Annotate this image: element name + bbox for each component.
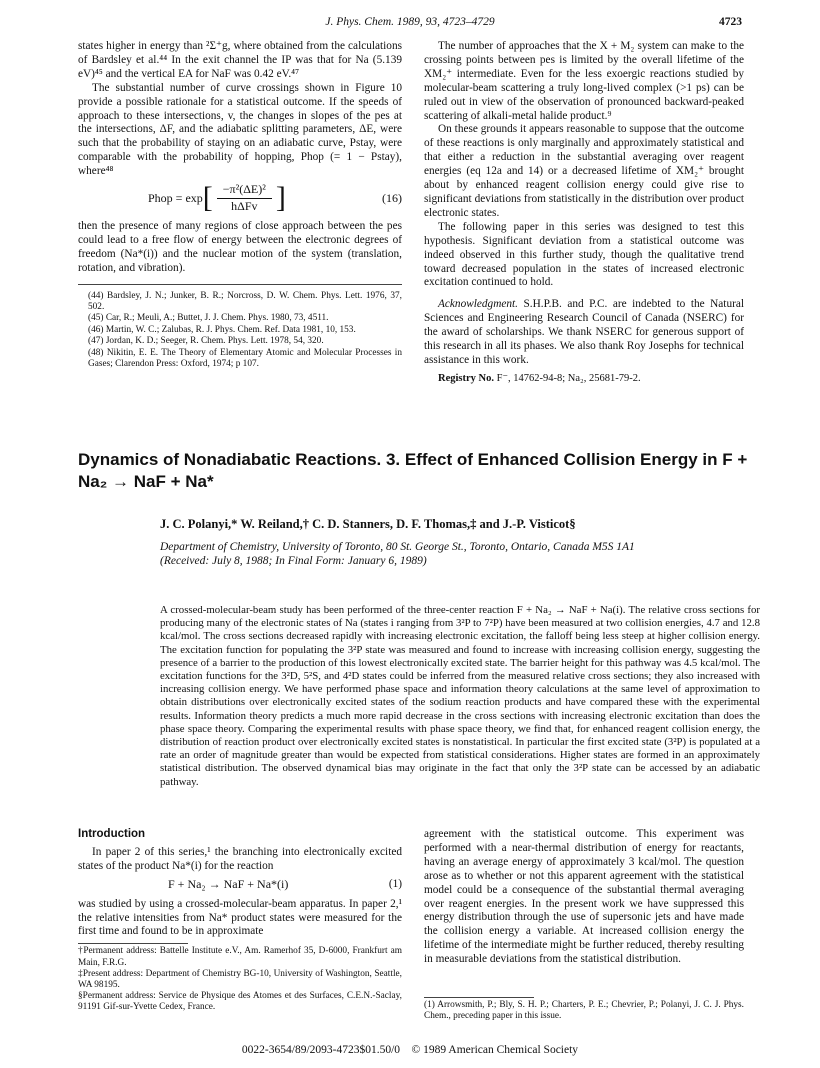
paragraph: agreement with the statistical outcome. This experiment was performed with a near-thermal distribution of energy for reactants, having an average energy of approximately 3 kcal/mol. The question arose as to whether or not this apparent agreement with the statistical model could be a consequence of the substantial thermal averaging over reagent energies. In the present work we have suppressed this energy distribution through the use of supersonic jets and have made the collision energy a variable. At increased collision energy the lifetime of the intermediate might be further reduced, thereby resulting in measurable deviations from the statistical distribution.	[424, 828, 744, 966]
reference-item: (45) Car, R.; Meuli, A.; Buttet, J. J. Chem. Phys. 1980, 73, 4511.	[88, 313, 329, 324]
top-right-column	[424, 40, 744, 386]
intro-left-column	[78, 828, 402, 1014]
affiliation-address: Department of Chemistry, University of Toronto, 80 St. George St., Toronto, Ontario, Canada M5S 1A1	[160, 541, 635, 553]
journal-header: J. Phys. Chem. 1989, 93, 4723–4729	[325, 16, 495, 28]
references	[78, 291, 402, 371]
footnote-item: §Permanent address: Service de Physique des Atomes et des Surfaces, C.E.N.-Saclay, 91191 Gif-sur-Yvette Cedex, France.	[78, 991, 402, 1013]
equation-body: F + Na₂ → NaF + Na*(i)	[168, 876, 289, 891]
equation-number: (16)	[382, 190, 402, 205]
footnote-item: ‡Present address: Department of Chemistry BG-10, University of Washington, Seattle, WA 98195.	[78, 968, 402, 990]
equation-lhs: Phop = exp	[148, 190, 203, 205]
paragraph: was studied by using a crossed-molecular-beam apparatus. In paper 2,¹ the relative intensities from Na* product states were measured for the first time and found to be in approximate	[78, 897, 402, 938]
registry	[424, 372, 744, 386]
received-dates: (Received: July 8, 1988; In Final Form: January 6, 1989)	[160, 555, 427, 567]
equation-1	[78, 878, 402, 892]
acknowledgment-text: S.H.P.B. and P.C. are indebted to the Natural Sciences and Engineering Research Council of Canada (NSERC) for the award of scholarships. We thank NSERC for generous support of this research in all its phases. We also thank Roy Josephs for technical assistance in this work.	[424, 298, 745, 366]
paragraph: then the presence of many regions of close approach between the pes could lead to a free flow of energy between the electronic degrees of freedom (Na*(i)) and the nuclear motion of the system (translation, rotation, and vibration).	[78, 219, 402, 274]
page-footer	[0, 1044, 820, 1056]
acknowledgment	[424, 298, 744, 368]
paragraph: The substantial number of curve crossings shown in Figure 10 provide a possible rationale for a statistical outcome. If the speeds of approach to these intersections, v, the changes in slopes of the pes at the intersections, ΔF, and the adiabatic splitting parameters, ΔE, were such that the probability of staying on an adiabatic curve, Pstay, were comparable with the probability of hopping, Phop (= 1 − Pstay), where⁴⁸	[78, 81, 402, 178]
reference-item: (47) Jordan, K. D.; Seeger, R. Chem. Phys. Lett. 1978, 54, 320.	[88, 336, 324, 347]
registry-label: Registry No.	[438, 372, 494, 384]
authors: J. C. Polanyi,* W. Reiland,† C. D. Stanners, D. F. Thomas,‡ and J.-P. Visticot§	[160, 517, 576, 531]
paragraph: states higher in energy than ²Σ⁺g, where obtained from the calculations of Bardsley et al.⁴⁴ In the exit channel the IP was that for Na (5.139 eV)⁴⁵ and the vertical EA for NaF was 0.42 eV.⁴⁷	[78, 40, 402, 80]
equation-number: (1)	[388, 877, 402, 890]
footnotes	[78, 946, 402, 1013]
registry-text: F⁻, 14762-94-8; Na₂, 25681-79-2.	[496, 372, 641, 384]
article-title: Dynamics of Nonadiabatic Reactions. 3. Effect of Enhanced Collision Energy in F + Na₂ → NaF + Na*	[78, 450, 748, 491]
paragraph: The number of approaches that the X + M₂ system can make to the crossing points between pes is limited by the overall lifetime of the XM₂⁺ intermediate. Even for the less exoergic reactions studied by molecular-beam scattering a truly long-lived complex (>1 ps) can be ruled out in view of the observation of pronounced backward-peaked scattering of alkali-metal halide product.⁹	[424, 40, 744, 122]
section-heading: Introduction	[78, 828, 146, 840]
footnote-item: †Permanent address: Battelle Institute e.V., Am. Ramerhof 35, D-6000, Frankfurt am Main, F.R.G.	[78, 946, 402, 968]
reference-item: (44) Bardsley, J. N.; Junker, B. R.; Norcross, D. W. Chem. Phys. Lett. 1976, 37, 502.	[88, 290, 402, 312]
abstract: A crossed-molecular-beam study has been performed of the three-center reaction F + Na₂ → NaF + Na(i). The relative cross sections for producing many of the electronic states of Na (states i ranging from 3²P to 7²P) have been measured at two collision energies, 4.7 and 12.8 kcal/mol. The cross sections decreased rapidly with increasing electronic excitation, the falloff being less steep at higher collision energy. The excitation function for populating the 3²P state was measured and found to increase with increasing collision energy, suggesting the presence of a barrier to the production of this lowest electronically excited state. The barrier height for this pathway was 4.5 kcal/mol. The excitation functions for the 3²D, 5²S, and 4²D states could be inferred from the measured relative cross sections; they also increased with increasing collision energy. We have performed phase space and information theory calculations at the same level of approximation to obtain distributions over electronically excited states of the sodium reaction products and have compared these with the experimental results. Information theory predicts a much more rapid decrease in the cross sections with increasing electronic excitation than does the phase space theory. Comparing the experimental results with phase space theory, we find that, for enhanced reagent collision energy, the distribution of reaction product over electronically excited states is nonstatistical. In particular the first excited state (3²P) is populated at a rate an order of magnitude greater than would be expected from statistical considerations. Higher states are formed in an approximately statistical distribution. The observed dynamical bias may originate in the fact that only the 3²P state can be accessed by an adiabatic pathway.	[160, 604, 760, 788]
page-number: 4723	[719, 16, 742, 28]
article-code: 0022-3654/89/2093-4723$01.50/0	[241, 1044, 401, 1056]
equation-16	[78, 183, 402, 214]
footnote-divider	[78, 943, 188, 944]
divider	[78, 284, 402, 285]
footnote-ref1: (1) Arrowsmith, P.; Bly, S. H. P.; Charters, P. E.; Chevrier, P.; Polanyi, J. C. J. Phys. Chem., preceding paper in this issue.	[424, 1000, 744, 1022]
paragraph: The following paper in this series was designed to test this hypothesis. Significant deviation from a statistical outcome was indeed observed in this further study, though the qualitative trend toward decreased population in the states of increased electronic excitation continued to hold.	[424, 220, 744, 289]
top-left-column	[78, 40, 402, 370]
intro-right-column	[424, 828, 744, 1022]
bracket-right: ]	[275, 181, 286, 215]
bracket-left: [	[202, 181, 213, 215]
reference-item: (46) Martin, W. C.; Zalubas, R. J. Phys. Chem. Ref. Data 1981, 10, 153.	[88, 324, 356, 335]
fraction	[217, 183, 272, 214]
paragraph: In paper 2 of this series,¹ the branching into electronically excited states of the product Na*(i) for the reaction	[78, 845, 402, 872]
reference-item: (48) Nikitin, E. E. The Theory of Elementary Atomic and Molecular Processes in Gases; Clarendon Press: Oxford, 1974; p 107.	[88, 347, 402, 369]
footnote-divider	[424, 997, 534, 998]
fraction-numerator: −π²(ΔE)²	[217, 183, 272, 199]
copyright: © 1989 American Chemical Society	[411, 1044, 579, 1056]
paragraph: On these grounds it appears reasonable to suppose that the outcome of these reactions is only marginally and approximately statistical and that either a reduction in the substantial averaging over reagent energies (eq 12a and 14) or a decreased lifetime of XM₂⁺ brought about by enhanced reagent collision energy could give rise to significant deviations from statistically in the distribution over product electronic states.	[424, 123, 744, 219]
affiliation	[160, 540, 760, 568]
fraction-denominator: hΔFv	[231, 198, 258, 213]
acknowledgment-label: Acknowledgment.	[438, 298, 518, 311]
